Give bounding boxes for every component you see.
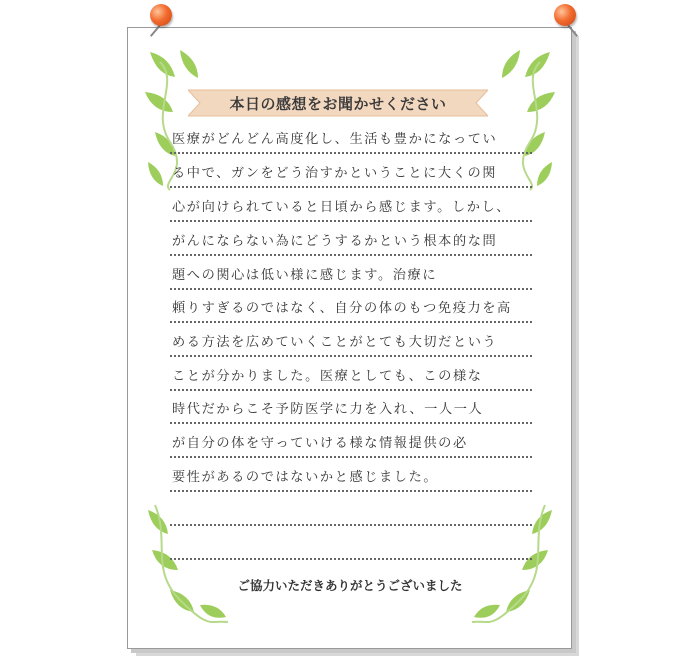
handwritten-line: が自分の体を守っていける様な情報提供の必 [172,436,468,451]
handwritten-line: 頼りすぎるのではなく、自分の体のもつ免疫力を高 [172,301,512,316]
handwritten-line: 心が向けられていると日頃から感じます。しかし、 [172,200,512,215]
handwritten-line: る中で、ガンをどう治すかということに大くの関 [172,166,498,181]
closing-message: ご協力いただきありがとうございました [237,578,463,593]
ruled-line [170,220,532,222]
ruled-line [170,389,532,391]
ruled-line [170,152,532,154]
pushpin-right-icon [554,4,576,26]
title-banner [188,86,488,120]
pushpin-left-icon [150,4,172,26]
ruled-line-empty [170,558,532,560]
handwritten-line: める方法を広めていくことがとても大切だという [172,335,498,350]
handwritten-line: 時代だからこそ予防医学に力を入れ、一人一人 [172,402,484,417]
ruled-line [170,321,532,323]
handwritten-line: がんにならない為にどうするかという根本的な問 [172,234,498,249]
handwritten-line: 医療がどんどん高度化し、生活も豊かになってい [172,132,498,147]
handwritten-line: 要性があるのではないかと感じました。 [172,470,439,485]
ruled-line [170,456,532,458]
handwritten-line: 題への関心は低い様に感じます。治療に [172,268,438,283]
ruled-line [170,355,532,357]
ruled-line [170,490,532,492]
page-title: 本日の感想をお聞かせください [229,95,447,113]
ruled-line [170,288,532,290]
ruled-line [170,186,532,188]
handwritten-line: ことが分かりました。医療としても、この様な [172,369,483,384]
ruled-line [170,254,532,256]
leaf-corner-bottom-left-icon [140,500,230,630]
ruled-line [170,422,532,424]
leaf-corner-bottom-right-icon [470,500,560,630]
ruled-line-empty [170,524,532,526]
